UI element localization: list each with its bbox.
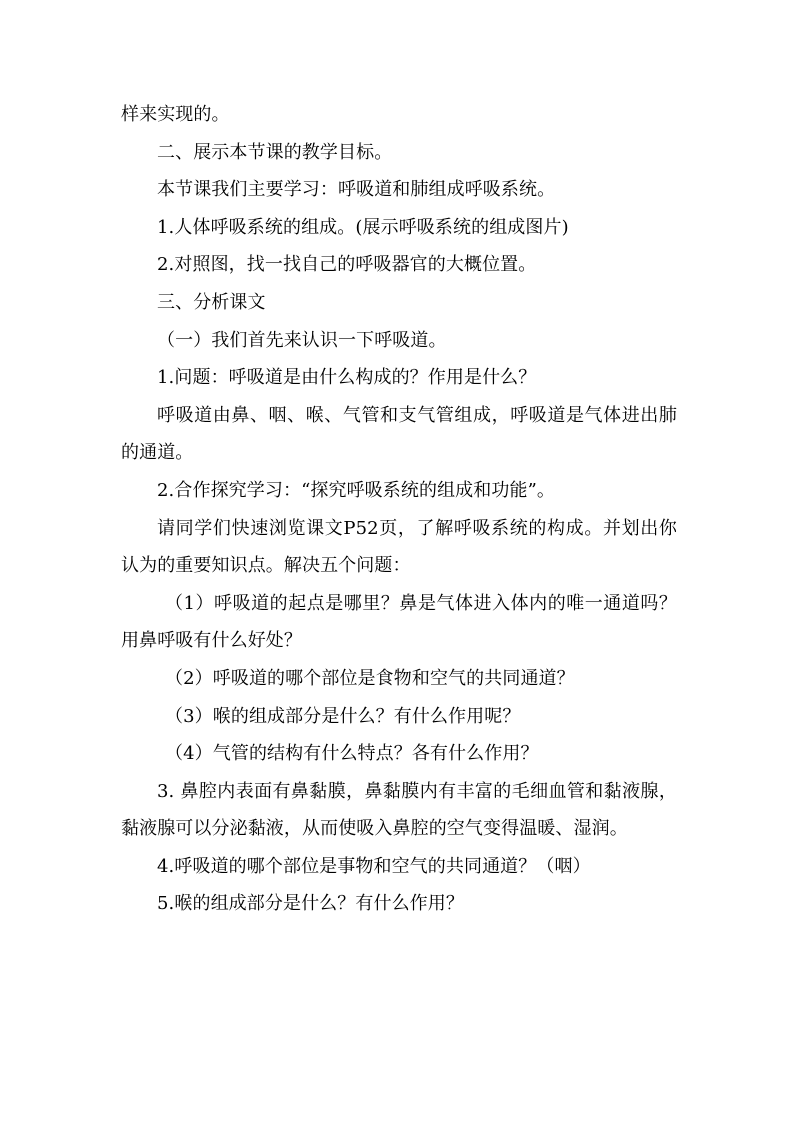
paragraph-1: 样来实现的。 <box>121 104 230 125</box>
cooperative-learning: 2.合作探究学习：“探究呼吸系统的组成和功能”。 <box>157 479 555 501</box>
document-body <box>121 96 677 923</box>
sub-question-3: （3）喉的组成部分是什么？有什么作用呢？ <box>165 705 521 727</box>
point-5: 5.喉的组成部分是什么？有什么作用？ <box>157 893 464 915</box>
question-1: 1.问题：呼吸道是由什么构成的？作用是什么？ <box>157 367 537 389</box>
paragraph-5: 2.对照图，找一找自己的呼吸器官的大概位置。 <box>157 254 537 276</box>
paragraph-2: 二、展示本节课的教学目标。 <box>157 141 393 163</box>
answer-1: 呼吸道由鼻、咽、喉、气管和支气管组成，呼吸道是气体进出肺的通道。 <box>121 404 677 464</box>
sub-question-2: （2）呼吸道的哪个部位是食物和空气的共同通道？ <box>165 667 575 689</box>
point-4: 4.呼吸道的哪个部位是事物和空气的共同通道？（咽） <box>157 855 591 877</box>
reading-instruction: 请同学们快速浏览课文P52页，了解呼吸系统的构成。并划出你认为的重要知识点。解决五个问题： <box>121 517 677 577</box>
paragraph-4: 1.人体呼吸系统的组成。(展示呼吸系统的组成图片) <box>157 216 569 238</box>
subsection-heading-respiratory-tract: （一）我们首先来认识一下呼吸道。 <box>157 329 447 351</box>
sub-question-1: （1）呼吸道的起点是哪里？鼻是气体进入体内的唯一通道吗？用鼻呼吸有什么好处？ <box>121 592 677 652</box>
section-heading-analysis: 三、分析课文 <box>157 291 266 313</box>
sub-question-4: （4）气管的结构有什么特点？各有什么作用？ <box>165 743 539 765</box>
paragraph-3: 本节课我们主要学习：呼吸道和肺组成呼吸系统。 <box>157 179 556 201</box>
point-3: 3. 鼻腔内表面有鼻黏膜，鼻黏膜内有丰富的毛细血管和黏液腺，黏液腺可以分泌黏液，从而使吸入鼻腔的空气变得温暖、湿润。 <box>121 780 677 840</box>
